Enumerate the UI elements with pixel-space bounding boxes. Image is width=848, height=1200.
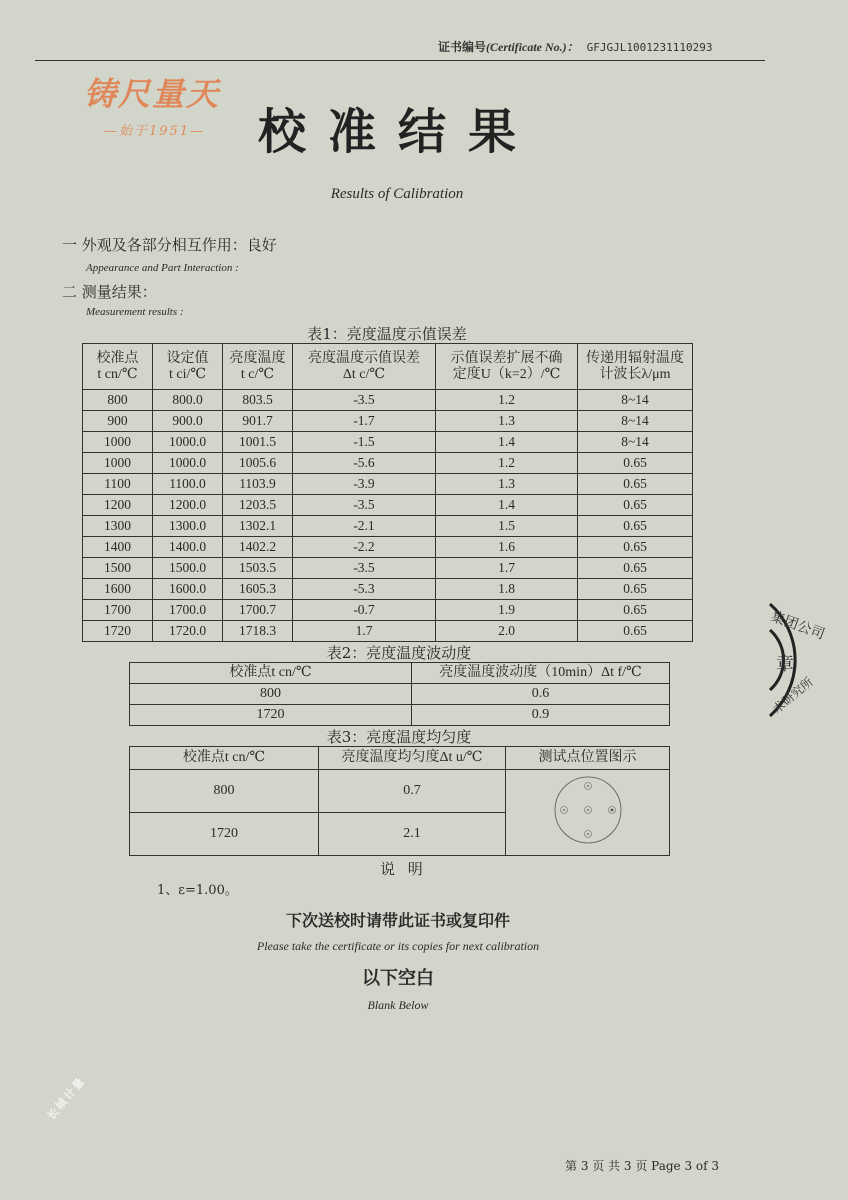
table-cell: 8~14 <box>578 432 693 453</box>
table-cell: -3.9 <box>293 474 436 495</box>
table-row <box>83 474 693 495</box>
table-cell: 0.65 <box>578 516 693 537</box>
table1-header <box>153 344 223 390</box>
table-cell: 1000.0 <box>153 453 223 474</box>
table1-header-line: t cn/℃ <box>97 366 138 382</box>
table-row <box>130 705 670 726</box>
table-cell: 1720 <box>130 705 412 726</box>
table1-header-line: 传递用辐射温度 <box>586 350 684 366</box>
table1-header-line: 校准点 <box>96 350 139 366</box>
table1-header <box>223 344 293 390</box>
certificate-number <box>438 38 713 55</box>
table-cell: 0.65 <box>578 558 693 579</box>
cert-label-cn: 证书编号 <box>438 40 487 54</box>
table-cell: -3.5 <box>293 390 436 411</box>
note-item: 1、ε=1.00。 <box>157 883 238 898</box>
table1-header-line: 定度U（k=2）/℃ <box>452 366 561 382</box>
table-cell: 1.8 <box>436 579 578 600</box>
logo-since: —始于1951— <box>104 124 206 139</box>
table1-header-line: 亮度温度 <box>229 350 286 366</box>
table-row <box>83 495 693 516</box>
table1-header-line: 示值误差扩展不确 <box>450 350 563 366</box>
table-row <box>83 411 693 432</box>
table-cell: -3.5 <box>293 495 436 516</box>
table1-header <box>83 344 153 390</box>
section-measurement: 二 测量结果： <box>62 283 157 301</box>
table-cell: 8~14 <box>578 390 693 411</box>
table-cell: 0.65 <box>578 453 693 474</box>
table-cell: 1503.5 <box>223 558 293 579</box>
table-cell: 901.7 <box>223 411 293 432</box>
blank-below-en: Blank Below <box>367 998 429 1012</box>
table1 <box>82 343 693 642</box>
section-appearance: 一 外观及各部分相互作用：良好 <box>62 236 277 254</box>
table3 <box>129 746 670 856</box>
table-cell: 1720 <box>83 621 153 642</box>
table2-header: 亮度温度波动度（10min）Δt f/℃ <box>412 663 670 684</box>
table-cell: 1.7 <box>436 558 578 579</box>
table-cell: 1.4 <box>436 495 578 516</box>
table-row <box>83 600 693 621</box>
table-cell: 1500.0 <box>153 558 223 579</box>
table-cell: 0.7 <box>319 770 506 813</box>
table-cell: 0.65 <box>578 537 693 558</box>
watermark-text: 长城计量 <box>44 1074 89 1123</box>
table-row <box>83 453 693 474</box>
table-cell: -5.3 <box>293 579 436 600</box>
table3-caption: 表3：亮度温度均匀度 <box>326 728 472 746</box>
table-cell: 2.1 <box>319 813 506 856</box>
page-subtitle: Results of Calibration <box>330 186 464 202</box>
table-cell: 1700.7 <box>223 600 293 621</box>
table-row <box>130 684 670 705</box>
table-cell: 1400.0 <box>153 537 223 558</box>
table-cell: 1005.6 <box>223 453 293 474</box>
cert-no: GFJGJL1001231110293 <box>586 41 713 54</box>
table-cell: 900 <box>83 411 153 432</box>
table-row <box>130 770 670 813</box>
table-row <box>83 558 693 579</box>
table-cell: -1.7 <box>293 411 436 432</box>
table1-header <box>436 344 578 390</box>
table-cell: 1.5 <box>436 516 578 537</box>
table-cell: 0.9 <box>412 705 670 726</box>
table-cell: -5.6 <box>293 453 436 474</box>
section-appearance-en: Appearance and Part Interaction : <box>86 262 239 274</box>
table1-header-line: t c/℃ <box>240 366 275 382</box>
blank-below-cn: 以下空白 <box>362 968 434 989</box>
table-cell: 1100.0 <box>153 474 223 495</box>
table-cell: -2.1 <box>293 516 436 537</box>
page-number: 第 3 页 共 3 页 Page 3 of 3 <box>565 1159 720 1173</box>
table-cell: -3.5 <box>293 558 436 579</box>
table-cell: 800.0 <box>153 390 223 411</box>
table-cell: 1300.0 <box>153 516 223 537</box>
table-cell: 0.65 <box>578 495 693 516</box>
table-cell: 1203.5 <box>223 495 293 516</box>
table-row <box>83 537 693 558</box>
table-cell: 1103.9 <box>223 474 293 495</box>
table2-header: 校准点t cn/℃ <box>130 663 412 684</box>
svg-text:章: 章 <box>776 654 794 675</box>
official-seal-stamp <box>740 590 848 730</box>
table3-header: 亮度温度均匀度Δt u/℃ <box>319 747 506 770</box>
next-calibration-en: Please take the certificate or its copies for next calibration <box>256 939 540 953</box>
svg-text:术研究所: 术研究所 <box>770 674 816 717</box>
table1-header <box>293 344 436 390</box>
table-cell: 1600 <box>83 579 153 600</box>
table-cell: 1000.0 <box>153 432 223 453</box>
table-cell: 1700 <box>83 600 153 621</box>
table3-header: 测试点位置图示 <box>506 747 670 770</box>
table2 <box>129 662 670 726</box>
table-cell: 1600.0 <box>153 579 223 600</box>
table-cell: 1100 <box>83 474 153 495</box>
table-row <box>83 390 693 411</box>
table1-header-line: 计波长λ/μm <box>599 366 671 382</box>
table-cell: 1720 <box>130 813 319 856</box>
table-cell: 1.7 <box>293 621 436 642</box>
table-cell: 1.4 <box>436 432 578 453</box>
table1-header-line: t ci/℃ <box>168 366 207 382</box>
table3-header: 校准点t cn/℃ <box>130 747 319 770</box>
table-cell: 2.0 <box>436 621 578 642</box>
table-cell: 900.0 <box>153 411 223 432</box>
table1-header <box>578 344 693 390</box>
table-cell: 0.65 <box>578 600 693 621</box>
table-cell: 800 <box>130 770 319 813</box>
table-cell: 1000 <box>83 453 153 474</box>
logo: 铸尺量天 <box>84 75 221 113</box>
table-cell: 1302.1 <box>223 516 293 537</box>
table-row <box>83 516 693 537</box>
table-row <box>83 579 693 600</box>
table-cell: 1300 <box>83 516 153 537</box>
table-cell: 1.2 <box>436 390 578 411</box>
section-measurement-en: Measurement results : <box>86 306 184 318</box>
table-cell: 1000 <box>83 432 153 453</box>
table-cell: 1.3 <box>436 474 578 495</box>
table2-caption: 表2：亮度温度波动度 <box>326 644 472 662</box>
table-cell: 1.3 <box>436 411 578 432</box>
notes-title: 说 明 <box>380 860 427 878</box>
table-cell: 0.65 <box>578 474 693 495</box>
table-cell: 1200 <box>83 495 153 516</box>
page-title: 校准结果 <box>258 104 539 160</box>
table-cell: 8~14 <box>578 411 693 432</box>
test-point-diagram-svg <box>528 770 648 850</box>
table-row <box>83 621 693 642</box>
table-cell: 1.2 <box>436 453 578 474</box>
table1-header-line: Δt c/℃ <box>342 366 386 382</box>
table-cell: -1.5 <box>293 432 436 453</box>
table-cell: 1400 <box>83 537 153 558</box>
table-cell: 1001.5 <box>223 432 293 453</box>
table-cell: 0.6 <box>412 684 670 705</box>
table-cell: 800 <box>130 684 412 705</box>
table-cell: 0.65 <box>578 579 693 600</box>
table1-header-line: 亮度温度示值误差 <box>308 350 420 366</box>
table-cell: 1.9 <box>436 600 578 621</box>
table-row <box>83 432 693 453</box>
table-cell: 1402.2 <box>223 537 293 558</box>
table-cell: 1200.0 <box>153 495 223 516</box>
next-calibration-cn: 下次送校时请带此证书或复印件 <box>285 911 510 930</box>
table-cell: 1605.3 <box>223 579 293 600</box>
table-cell: 0.65 <box>578 621 693 642</box>
table1-caption: 表1：亮度温度示值误差 <box>307 325 467 343</box>
table-cell: -2.2 <box>293 537 436 558</box>
table-cell: 1720.0 <box>153 621 223 642</box>
test-point-diagram <box>506 770 670 856</box>
table-cell: -0.7 <box>293 600 436 621</box>
table1-header-line: 设定值 <box>166 350 209 366</box>
svg-text:集团公司: 集团公司 <box>768 608 827 643</box>
table-cell: 1700.0 <box>153 600 223 621</box>
table-cell: 803.5 <box>223 390 293 411</box>
table-cell: 1718.3 <box>223 621 293 642</box>
table-cell: 1500 <box>83 558 153 579</box>
table-cell: 800 <box>83 390 153 411</box>
results-body <box>0 326 776 1013</box>
header-divider <box>35 60 765 61</box>
table-cell: 1.6 <box>436 537 578 558</box>
cert-label-en: (Certificate No.)： <box>486 40 579 54</box>
